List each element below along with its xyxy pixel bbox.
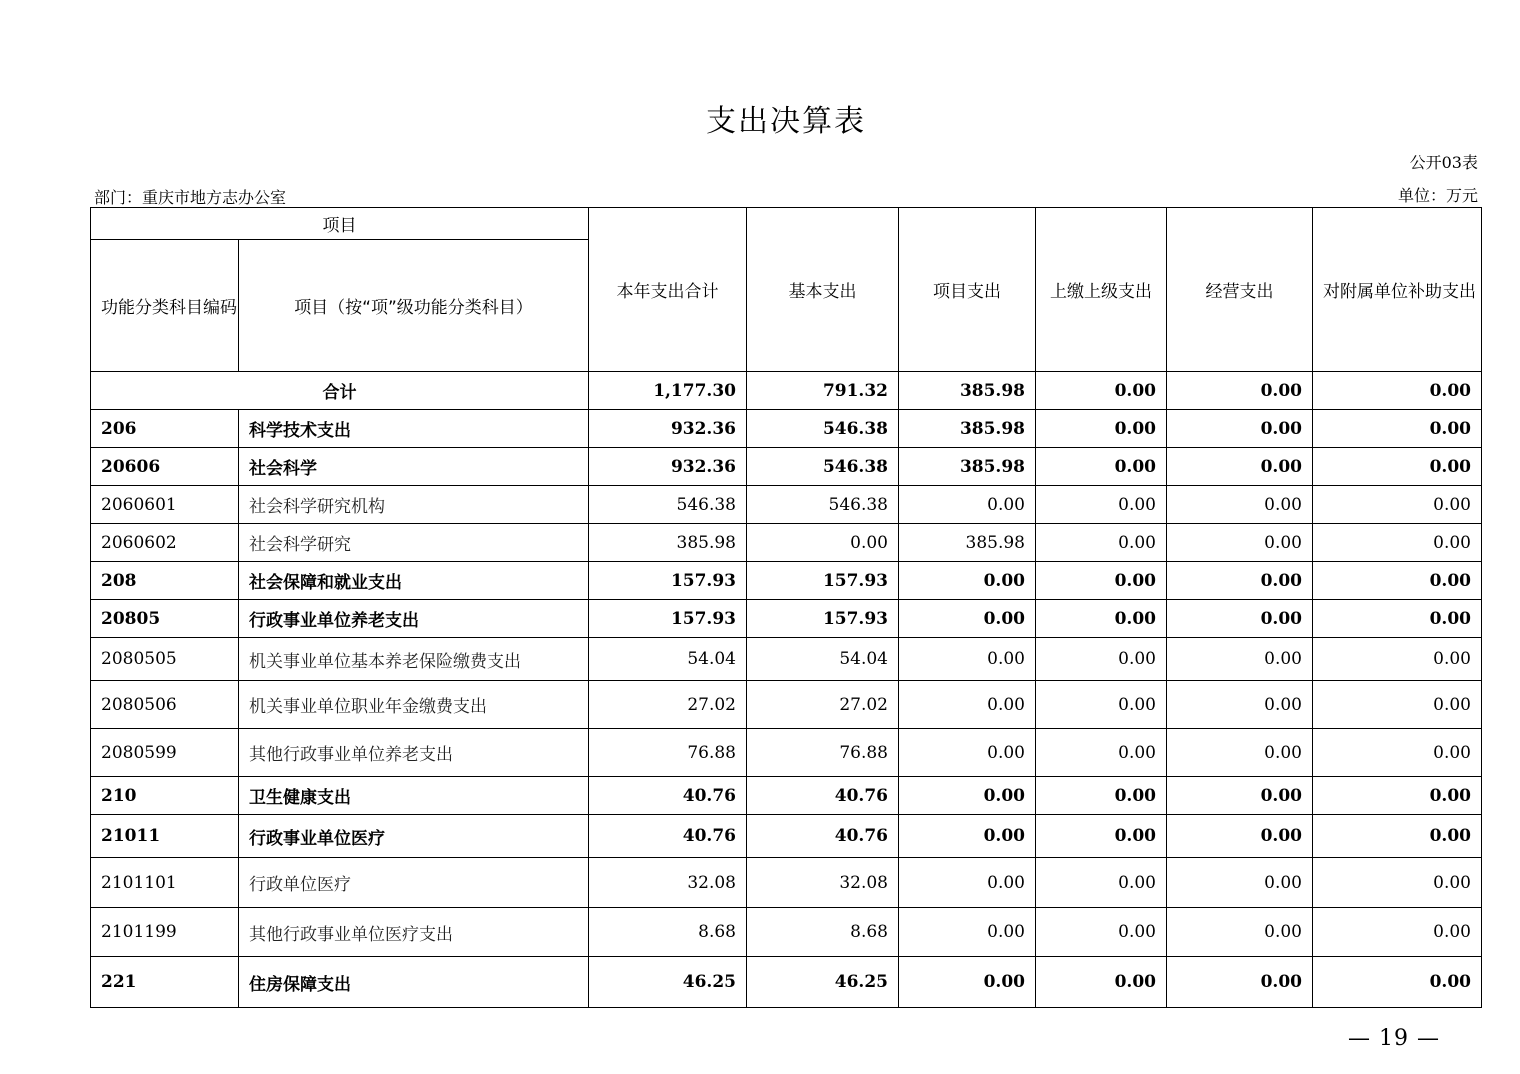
- value-cell: 0.00: [1313, 486, 1482, 524]
- value-cell: 0.00: [747, 524, 899, 562]
- total-header: 本年支出合计: [589, 208, 747, 372]
- value-cell: 32.08: [589, 858, 747, 908]
- value-cell: 0.00: [1313, 777, 1482, 815]
- value-cell: 0.00: [1167, 410, 1313, 448]
- value-cell: 0.00: [1036, 562, 1167, 600]
- value-cell: 0.00: [1167, 524, 1313, 562]
- upper-header: 上缴上级支出: [1036, 208, 1167, 372]
- value-cell: 0.00: [1313, 957, 1482, 1008]
- code-cell: 20606: [91, 448, 239, 486]
- name-cell: 社会科学研究: [239, 524, 589, 562]
- table-row: [91, 524, 1482, 562]
- code-cell: 2060602: [91, 524, 239, 562]
- value-cell: 0.00: [899, 858, 1036, 908]
- value-cell: 0.00: [1167, 777, 1313, 815]
- total-row: [91, 372, 1482, 410]
- value-cell: 0.00: [1036, 600, 1167, 638]
- total-cell: 791.32: [747, 372, 899, 410]
- value-cell: 0.00: [1167, 858, 1313, 908]
- value-cell: 0.00: [1313, 681, 1482, 729]
- table-body: [91, 372, 1482, 1008]
- total-cell: 0.00: [1167, 372, 1313, 410]
- department-label: 部门：重庆市地方志办公室: [94, 188, 287, 207]
- subsidy-header: 对附属单位补助支出: [1313, 208, 1482, 372]
- code-cell: 206: [91, 410, 239, 448]
- value-cell: 8.68: [747, 908, 899, 957]
- table-row: [91, 486, 1482, 524]
- value-cell: 0.00: [899, 777, 1036, 815]
- value-cell: 0.00: [1167, 729, 1313, 777]
- value-cell: 0.00: [899, 908, 1036, 957]
- value-cell: 0.00: [1313, 524, 1482, 562]
- table-row: [91, 729, 1482, 777]
- value-cell: 0.00: [899, 957, 1036, 1008]
- name-cell: 社会保障和就业支出: [239, 562, 589, 600]
- value-cell: 385.98: [589, 524, 747, 562]
- value-cell: 0.00: [1313, 858, 1482, 908]
- table-row: [91, 908, 1482, 957]
- value-cell: 0.00: [1167, 638, 1313, 681]
- value-cell: 46.25: [589, 957, 747, 1008]
- code-cell: 20805: [91, 600, 239, 638]
- value-cell: 8.68: [589, 908, 747, 957]
- name-cell: 机关事业单位职业年金缴费支出: [239, 681, 589, 729]
- value-cell: 546.38: [589, 486, 747, 524]
- table-number: 公开03表: [1409, 153, 1478, 172]
- value-cell: 0.00: [1167, 562, 1313, 600]
- code-cell: 21011: [91, 815, 239, 858]
- value-cell: 385.98: [899, 410, 1036, 448]
- value-cell: 76.88: [589, 729, 747, 777]
- value-cell: 0.00: [899, 729, 1036, 777]
- value-cell: 0.00: [1313, 729, 1482, 777]
- unit-label: 单位：万元: [1397, 186, 1478, 205]
- code-cell: 2060601: [91, 486, 239, 524]
- name-cell: 行政事业单位医疗: [239, 815, 589, 858]
- table-row: [91, 957, 1482, 1008]
- value-cell: 932.36: [589, 410, 747, 448]
- value-cell: 40.76: [589, 777, 747, 815]
- code-cell: 2080599: [91, 729, 239, 777]
- value-cell: 0.00: [899, 815, 1036, 858]
- value-cell: 157.93: [589, 600, 747, 638]
- value-cell: 932.36: [589, 448, 747, 486]
- total-cell: 0.00: [1036, 372, 1167, 410]
- name-cell: 行政单位医疗: [239, 858, 589, 908]
- value-cell: 0.00: [1167, 815, 1313, 858]
- name-cell: 行政事业单位养老支出: [239, 600, 589, 638]
- total-cell: 1,177.30: [589, 372, 747, 410]
- table-row: [91, 858, 1482, 908]
- table-row: [91, 777, 1482, 815]
- page-title: 支出决算表: [706, 104, 866, 139]
- table-row: [91, 600, 1482, 638]
- value-cell: 0.00: [1036, 729, 1167, 777]
- value-cell: 0.00: [899, 600, 1036, 638]
- value-cell: 546.38: [747, 410, 899, 448]
- value-cell: 385.98: [899, 524, 1036, 562]
- value-cell: 0.00: [1036, 908, 1167, 957]
- code-cell: 2080506: [91, 681, 239, 729]
- value-cell: 0.00: [899, 562, 1036, 600]
- total-cell: 385.98: [899, 372, 1036, 410]
- value-cell: 54.04: [589, 638, 747, 681]
- name-cell: 卫生健康支出: [239, 777, 589, 815]
- total-cell: 0.00: [1313, 372, 1482, 410]
- code-cell: 221: [91, 957, 239, 1008]
- value-cell: 0.00: [1313, 562, 1482, 600]
- value-cell: 54.04: [747, 638, 899, 681]
- value-cell: 0.00: [1036, 858, 1167, 908]
- value-cell: 27.02: [747, 681, 899, 729]
- code-cell: 210: [91, 777, 239, 815]
- value-cell: 76.88: [747, 729, 899, 777]
- table-row: [91, 448, 1482, 486]
- total-label: 合计: [91, 372, 589, 410]
- business-header: 经营支出: [1167, 208, 1313, 372]
- name-header: 项目（按“项”级功能分类科目）: [239, 240, 589, 372]
- name-cell: 社会科学研究机构: [239, 486, 589, 524]
- value-cell: 157.93: [747, 562, 899, 600]
- value-cell: 0.00: [1167, 681, 1313, 729]
- value-cell: 32.08: [747, 858, 899, 908]
- name-cell: 其他行政事业单位医疗支出: [239, 908, 589, 957]
- basic-header: 基本支出: [747, 208, 899, 372]
- value-cell: 40.76: [747, 777, 899, 815]
- value-cell: 0.00: [1167, 908, 1313, 957]
- value-cell: 0.00: [1036, 524, 1167, 562]
- name-cell: 住房保障支出: [239, 957, 589, 1008]
- value-cell: 0.00: [1313, 815, 1482, 858]
- project-expense-header: 项目支出: [899, 208, 1036, 372]
- value-cell: 0.00: [1036, 410, 1167, 448]
- value-cell: 40.76: [747, 815, 899, 858]
- name-cell: 科学技术支出: [239, 410, 589, 448]
- value-cell: 40.76: [589, 815, 747, 858]
- value-cell: 0.00: [1036, 486, 1167, 524]
- value-cell: 0.00: [1036, 777, 1167, 815]
- name-cell: 机关事业单位基本养老保险缴费支出: [239, 638, 589, 681]
- table-row: [91, 562, 1482, 600]
- value-cell: 0.00: [1313, 908, 1482, 957]
- value-cell: 0.00: [1036, 815, 1167, 858]
- code-cell: 208: [91, 562, 239, 600]
- value-cell: 0.00: [899, 486, 1036, 524]
- value-cell: 0.00: [1167, 957, 1313, 1008]
- value-cell: 546.38: [747, 448, 899, 486]
- name-cell: 社会科学: [239, 448, 589, 486]
- value-cell: 0.00: [1036, 638, 1167, 681]
- value-cell: 157.93: [589, 562, 747, 600]
- value-cell: 27.02: [589, 681, 747, 729]
- value-cell: 157.93: [747, 600, 899, 638]
- value-cell: 0.00: [1036, 681, 1167, 729]
- value-cell: 0.00: [1036, 957, 1167, 1008]
- table-row: [91, 681, 1482, 729]
- value-cell: 0.00: [1313, 600, 1482, 638]
- value-cell: 385.98: [899, 448, 1036, 486]
- value-cell: 0.00: [1313, 448, 1482, 486]
- code-cell: 2101101: [91, 858, 239, 908]
- table-row: [91, 638, 1482, 681]
- value-cell: 0.00: [899, 681, 1036, 729]
- code-header: 功能分类科目编码: [91, 240, 239, 372]
- table-row: [91, 410, 1482, 448]
- value-cell: 0.00: [1036, 448, 1167, 486]
- value-cell: 0.00: [1313, 410, 1482, 448]
- expense-table: [90, 207, 1482, 1008]
- value-cell: 0.00: [1313, 638, 1482, 681]
- value-cell: 0.00: [1167, 600, 1313, 638]
- table-row: [91, 815, 1482, 858]
- project-header: 项目: [91, 208, 589, 240]
- value-cell: 546.38: [747, 486, 899, 524]
- name-cell: 其他行政事业单位养老支出: [239, 729, 589, 777]
- value-cell: 0.00: [899, 638, 1036, 681]
- code-cell: 2080505: [91, 638, 239, 681]
- value-cell: 0.00: [1167, 486, 1313, 524]
- value-cell: 46.25: [747, 957, 899, 1008]
- code-cell: 2101199: [91, 908, 239, 957]
- page-number: — 19 —: [1348, 1026, 1440, 1051]
- value-cell: 0.00: [1167, 448, 1313, 486]
